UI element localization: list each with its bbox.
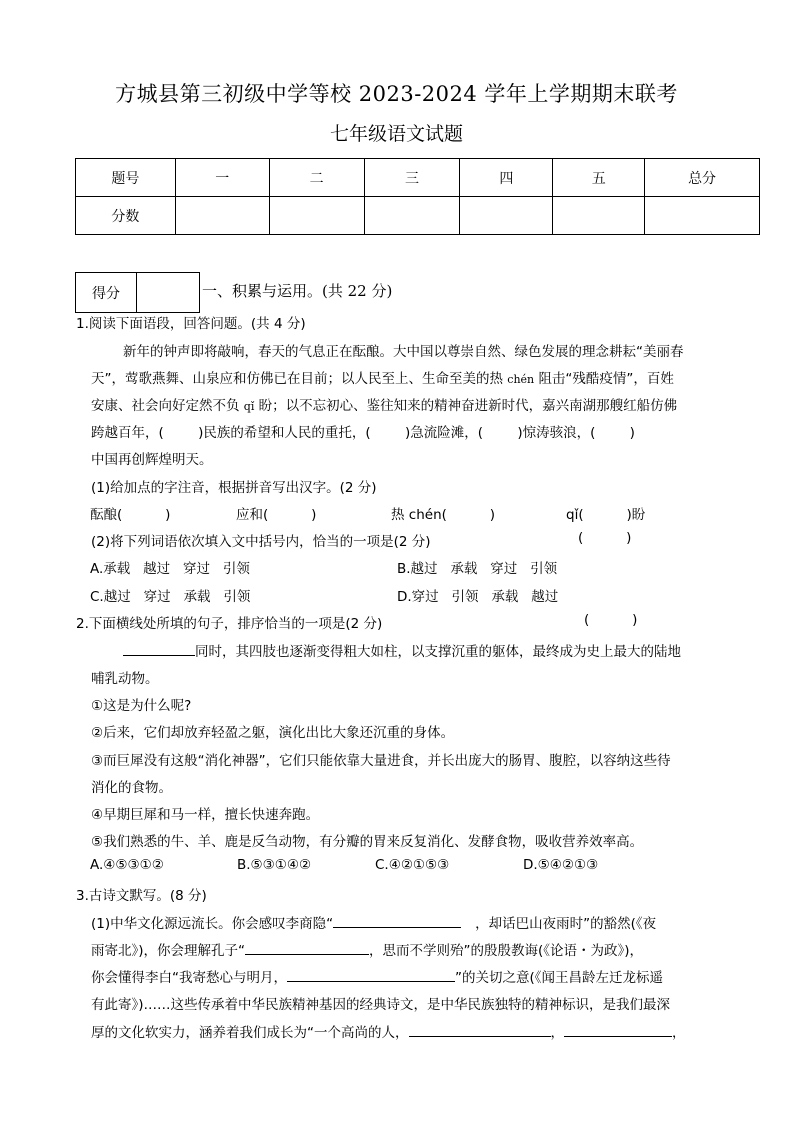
q3-blank-4[interactable] xyxy=(409,1022,551,1037)
q3-line xyxy=(91,912,656,932)
q3-blank-3[interactable] xyxy=(287,967,455,982)
q1-sub1-item[interactable]: 应和( ) xyxy=(236,507,317,523)
q1-sub2-answer[interactable]: ( ) xyxy=(578,530,632,546)
q2-sentence: 消化的食物。 xyxy=(91,780,172,796)
q3-line xyxy=(91,966,663,986)
q3-text: 厚的文化软实力，涵养着我们成长为“一个高尚的人， xyxy=(91,1025,409,1041)
q2-sentence: ③而巨犀没有这般“消化神器”，它们只能依靠大量进食，并长出庞大的肠胃、腹腔，以容纳这些待 xyxy=(91,753,671,769)
section1-score-box xyxy=(75,272,200,313)
q2-sentence: ①这是为什么呢? xyxy=(91,698,192,714)
q2-fill-blank[interactable] xyxy=(123,641,195,656)
q2-option-a[interactable]: A.④⑤③①② xyxy=(90,857,164,873)
q2-line-text: 同时，其四肢也逐渐变得粗大如柱，以支撑沉重的躯体，最终成为史上最大的陆地 xyxy=(195,644,681,660)
q3-line: 有此寄》)……这些传承着中华民族精神基因的经典诗文，是中华民族独特的精神标识，是我们最深 xyxy=(91,997,671,1013)
section1-score-label: 得分 xyxy=(76,273,137,313)
q1-passage-text: 安康、社会向好定然不负 xyxy=(91,398,240,414)
score-table-header-row xyxy=(76,159,760,197)
exam-title: 方城县第三初级中学等校 2023-2024 学年上学期期末联考 xyxy=(115,82,678,106)
q1-passage-line: 中国再创辉煌明天。 xyxy=(91,452,213,468)
q3-text: ，思而不学则殆”的殷殷教诲(《论语・为政》)， xyxy=(369,943,644,959)
q1-passage-text: 盼；以不忘初心、鉴往知来的精神奋进新时代，嘉兴南湖那艘红船仿佛 xyxy=(258,398,678,414)
score-table-score-row xyxy=(76,197,760,235)
q2-answer[interactable]: ( ) xyxy=(584,612,638,628)
section1-score-cell[interactable] xyxy=(137,273,200,313)
q1-option-d[interactable]: D.穿过 引领 承载 越过 xyxy=(397,589,559,605)
score-cell[interactable] xyxy=(269,197,364,235)
q3-blank-5[interactable] xyxy=(564,1022,672,1037)
score-header-cell: 三 xyxy=(364,159,460,197)
q2-stem: 2.下面横线处所填的句子，排序恰当的一项是(2 分) xyxy=(76,616,383,632)
q1-passage-line xyxy=(91,394,677,414)
score-header-cell: 一 xyxy=(175,159,269,197)
score-header-cell: 题号 xyxy=(76,159,176,197)
q1-sub2: (2)将下列词语依次填入文中括号内，恰当的一项是(2 分) xyxy=(91,534,431,550)
q1-option-a[interactable]: A.承载 越过 穿过 引领 xyxy=(90,561,250,577)
q1-option-c[interactable]: C.越过 穿过 承载 引领 xyxy=(90,589,251,605)
score-cell[interactable] xyxy=(460,197,553,235)
score-cell[interactable] xyxy=(645,197,760,235)
q3-text: ，却话巴山夜雨时”的豁然(《夜 xyxy=(475,916,657,932)
q2-option-b[interactable]: B.⑤③①④② xyxy=(237,857,312,873)
q1-pinyin-qi: qǐ xyxy=(243,400,255,413)
score-header-cell: 二 xyxy=(269,159,364,197)
score-row-label: 分数 xyxy=(76,197,176,235)
q1-passage-line: 新年的钟声即将敲响，春天的气息正在酝酿。大中国以尊崇自然、绿色发展的理念耕耘“美丽春 xyxy=(123,344,684,360)
q3-text: ”的关切之意(《闻王昌龄左迁龙标遥 xyxy=(455,970,664,986)
score-cell[interactable] xyxy=(364,197,460,235)
score-header-cell: 四 xyxy=(460,159,553,197)
q2-option-c[interactable]: C.④②①⑤③ xyxy=(375,857,450,873)
q3-line xyxy=(91,939,643,959)
q3-text: ， xyxy=(672,1025,686,1041)
q1-passage-text: 阻击“残酷疫情”，百姓 xyxy=(538,371,674,387)
score-header-cell: 总分 xyxy=(645,159,760,197)
q3-blank-2[interactable] xyxy=(245,940,369,955)
section1-title: 一、积累与运用。(共 22 分) xyxy=(202,282,393,300)
q1-stem: 1.阅读下面语段，回答问题。(共 4 分) xyxy=(76,316,306,332)
q1-passage-text: 天”，莺歌燕舞、山泉应和仿佛已在目前；以人民至上、生命至美的热 xyxy=(91,371,503,387)
q3-text: ， xyxy=(550,1025,564,1041)
q2-line xyxy=(123,640,681,660)
q2-sentence: ④早期巨犀和马一样，擅长快速奔跑。 xyxy=(91,807,320,823)
q1-sub1-item[interactable]: 酝酿( ) xyxy=(90,507,171,523)
q3-text: 你会懂得李白“我寄愁心与明月， xyxy=(91,970,287,986)
q1-option-b[interactable]: B.越过 承载 穿过 引领 xyxy=(397,561,558,577)
q1-sub1-item[interactable]: 热 chén( ) xyxy=(391,507,496,523)
q1-passage-line: 跨越百年，( )民族的希望和人民的重托，( )急流险滩，( )惊涛骇浪，( ) xyxy=(91,425,635,441)
q2-line: 哺乳动物。 xyxy=(91,671,159,687)
q1-pinyin-chen: chén xyxy=(507,373,535,386)
score-table xyxy=(75,158,760,235)
q3-line xyxy=(91,1021,686,1041)
q3-blank-1[interactable] xyxy=(333,913,461,928)
score-header-cell: 五 xyxy=(553,159,645,197)
score-cell[interactable] xyxy=(175,197,269,235)
q2-sentence: ⑤我们熟悉的牛、羊、鹿是反刍动物，有分瓣的胃来反复消化、发酵食物，吸收营养效率高。 xyxy=(91,834,644,850)
q1-passage-line xyxy=(91,367,674,387)
q1-sub1: (1)给加点的字注音，根据拼音写出汉字。(2 分) xyxy=(91,480,377,496)
q3-stem: 3.古诗文默写。(8 分) xyxy=(76,888,207,904)
q2-option-d[interactable]: D.⑤④②①③ xyxy=(523,857,599,873)
q3-text: 雨寄北》)，你会理解孔子“ xyxy=(91,943,246,959)
exam-subtitle: 七年级语文试题 xyxy=(329,123,463,145)
q2-sentence: ②后来，它们却放弃轻盈之躯，演化出比大象还沉重的身体。 xyxy=(91,725,455,741)
score-cell[interactable] xyxy=(553,197,645,235)
q3-text: (1)中华文化源远流长。你会感叹李商隐“ xyxy=(91,916,334,932)
q1-sub1-item[interactable]: qǐ( )盼 xyxy=(566,507,646,523)
